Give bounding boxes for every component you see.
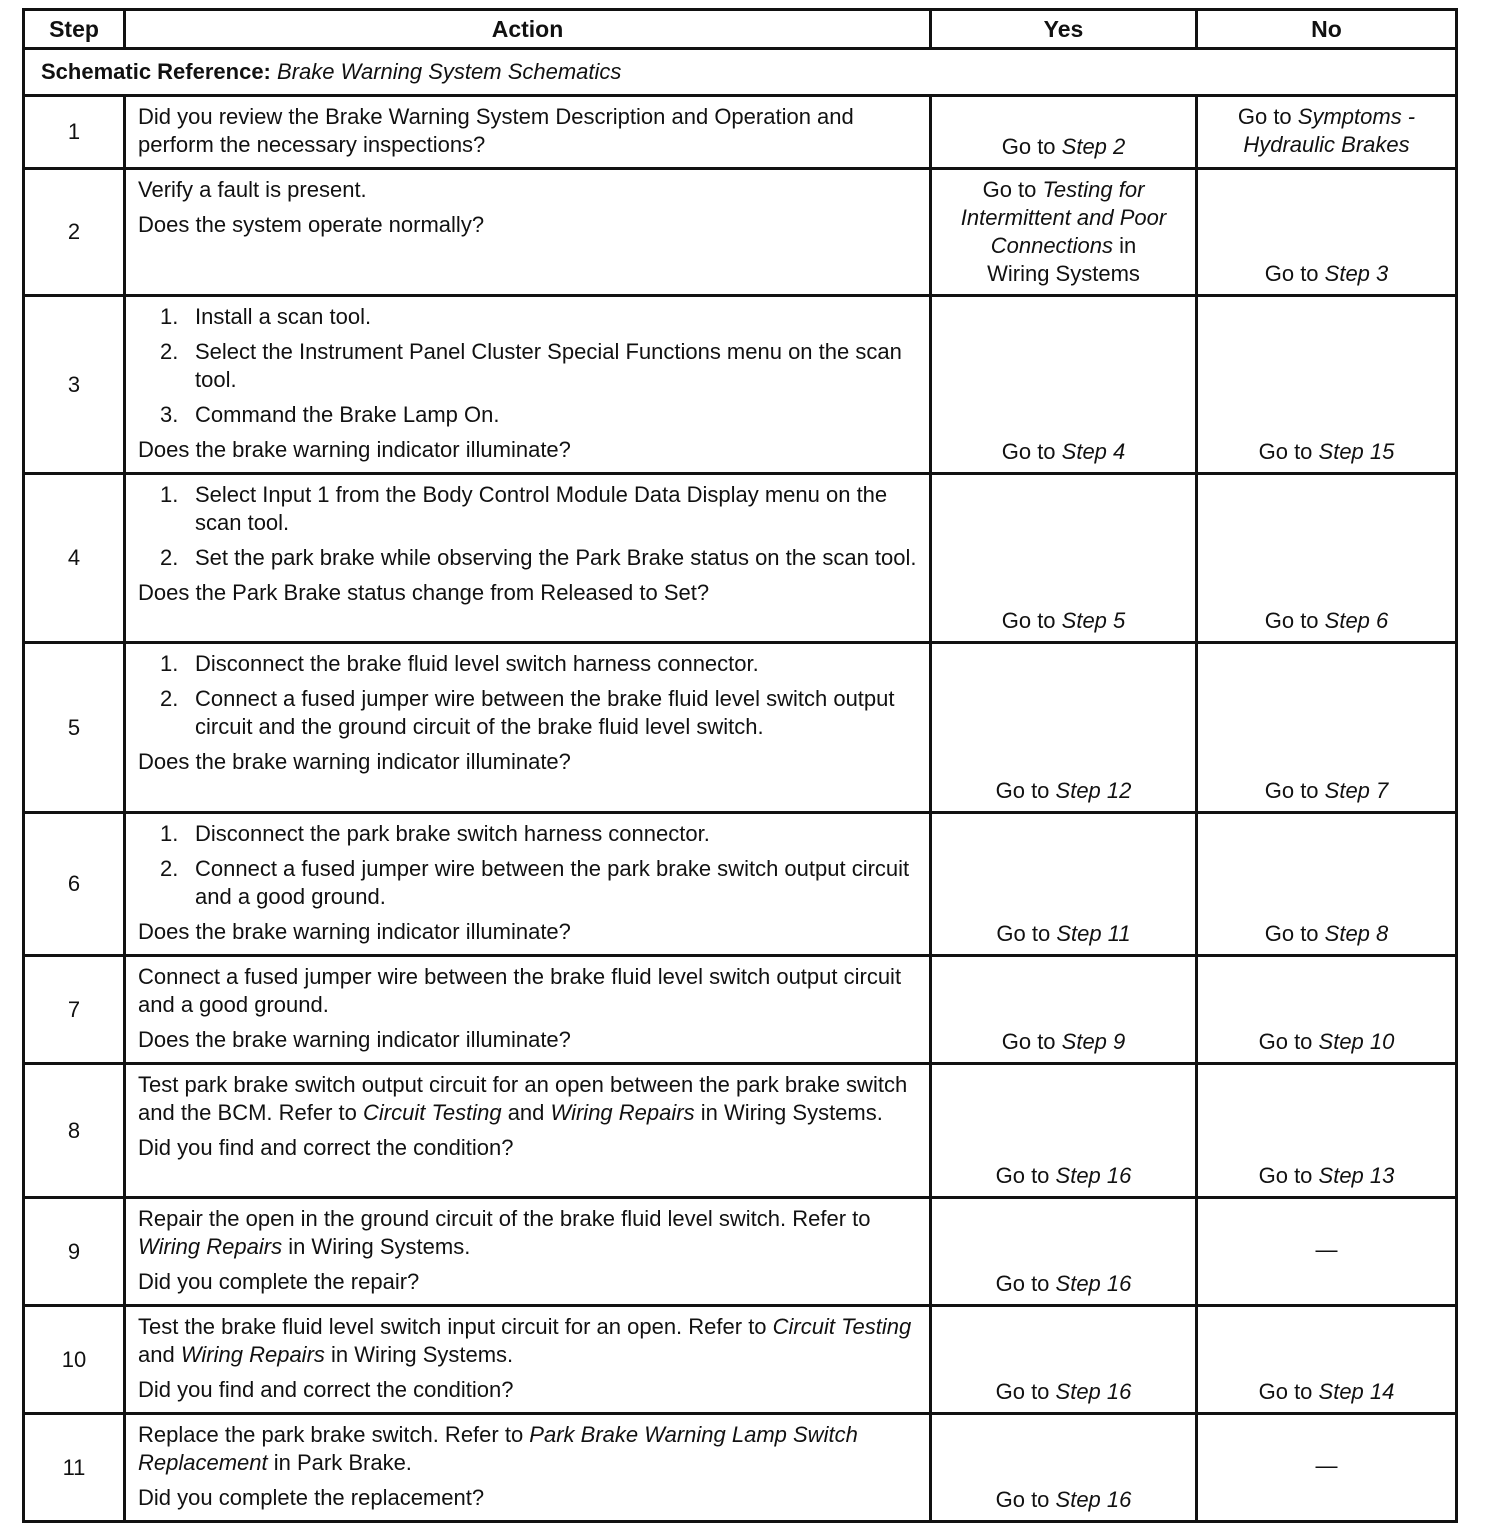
no-cell bbox=[1197, 643, 1457, 813]
yes-cell bbox=[931, 169, 1197, 296]
substep-number: 2. bbox=[160, 856, 179, 881]
table-row bbox=[24, 643, 1457, 813]
step-number: 4 bbox=[24, 474, 125, 643]
yes-cell bbox=[931, 1064, 1197, 1198]
action-text-part: in Wiring Systems. bbox=[282, 1234, 471, 1259]
step-number: 7 bbox=[24, 956, 125, 1064]
action-cell bbox=[125, 96, 931, 169]
no-text: Go to bbox=[1258, 1379, 1319, 1404]
no-cell bbox=[1197, 96, 1457, 169]
yes-text: Go to bbox=[1001, 439, 1062, 464]
yes-link[interactable]: Step 12 bbox=[1055, 778, 1132, 803]
no-link[interactable]: Symptoms - bbox=[1297, 104, 1416, 129]
substep bbox=[138, 481, 919, 537]
yes-text: Go to bbox=[995, 1379, 1056, 1404]
substep-text: Command the Brake Lamp On. bbox=[195, 402, 500, 427]
header-yes: Yes bbox=[931, 10, 1197, 49]
table-row bbox=[24, 956, 1457, 1064]
action-text bbox=[138, 1071, 919, 1127]
question: Did you find and correct the condition? bbox=[138, 1377, 514, 1402]
diagnostic-table bbox=[22, 8, 1458, 1523]
step-number: 6 bbox=[24, 813, 125, 956]
reference-link[interactable]: Circuit Testing bbox=[363, 1100, 502, 1125]
yes-link[interactable]: Step 16 bbox=[1055, 1487, 1132, 1512]
substep-text: Disconnect the park brake switch harness connector. bbox=[195, 821, 710, 846]
yes-link[interactable]: Step 11 bbox=[1056, 921, 1131, 946]
table-row bbox=[24, 1064, 1457, 1198]
no-link[interactable]: Step 14 bbox=[1318, 1379, 1395, 1404]
header-action: Action bbox=[125, 10, 931, 49]
yes-link[interactable]: Step 4 bbox=[1061, 439, 1126, 464]
yes-cell bbox=[931, 1306, 1197, 1414]
no-cell bbox=[1197, 296, 1457, 474]
reference-link[interactable]: Wiring Repairs bbox=[550, 1100, 695, 1125]
table-row bbox=[24, 296, 1457, 474]
no-cell: — bbox=[1197, 1414, 1457, 1522]
yes-link[interactable]: Connections bbox=[990, 233, 1114, 258]
table-row bbox=[24, 1306, 1457, 1414]
yes-link[interactable]: Testing for bbox=[1042, 177, 1145, 202]
no-text: Go to bbox=[1264, 921, 1325, 946]
step-number: 1 bbox=[24, 96, 125, 169]
action-cell bbox=[125, 956, 931, 1064]
yes-link[interactable]: Step 2 bbox=[1061, 134, 1126, 159]
no-link[interactable]: Step 13 bbox=[1318, 1163, 1395, 1188]
question: Did you complete the replacement? bbox=[138, 1485, 485, 1510]
action-cell bbox=[125, 169, 931, 296]
step-number: 3 bbox=[24, 296, 125, 474]
question: Does the brake warning indicator illuminate? bbox=[138, 749, 571, 774]
schematic-reference-link[interactable]: Brake Warning System Schematics bbox=[277, 59, 622, 84]
action-cell bbox=[125, 474, 931, 643]
substep-text: Select the Instrument Panel Cluster Special Functions menu on the scan tool. bbox=[195, 339, 902, 392]
no-cell bbox=[1197, 813, 1457, 956]
yes-cell bbox=[931, 956, 1197, 1064]
no-link[interactable]: Hydraulic Brakes bbox=[1243, 132, 1410, 157]
no-link[interactable]: Step 8 bbox=[1324, 921, 1389, 946]
header-step: Step bbox=[24, 10, 125, 49]
yes-text: Go to bbox=[996, 921, 1057, 946]
substep bbox=[138, 685, 919, 741]
step-number: 10 bbox=[24, 1306, 125, 1414]
substep-number: 3. bbox=[160, 402, 179, 427]
substep-list bbox=[138, 820, 919, 911]
substep bbox=[138, 650, 919, 678]
schematic-reference bbox=[24, 49, 1457, 96]
yes-text: Go to bbox=[995, 1487, 1056, 1512]
table-row bbox=[24, 96, 1457, 169]
no-link[interactable]: Step 3 bbox=[1324, 261, 1389, 286]
yes-cell bbox=[931, 96, 1197, 169]
action-text-part: Test the brake fluid level switch input circuit for an open. Refer to bbox=[138, 1314, 773, 1339]
action-cell bbox=[125, 1198, 931, 1306]
yes-cell bbox=[931, 643, 1197, 813]
step-number: 2 bbox=[24, 169, 125, 296]
action-text-part: Replace the park brake switch. Refer to bbox=[138, 1422, 530, 1447]
yes-text: Go to bbox=[1001, 608, 1062, 633]
substep-list bbox=[138, 303, 919, 429]
action-text bbox=[138, 1421, 919, 1477]
yes-text: Go to bbox=[995, 1163, 1056, 1188]
no-link[interactable]: Step 7 bbox=[1324, 778, 1389, 803]
yes-link[interactable]: Step 9 bbox=[1061, 1029, 1126, 1054]
no-text: Go to bbox=[1258, 439, 1319, 464]
yes-text: Go to bbox=[1001, 134, 1062, 159]
substep-number: 1. bbox=[160, 651, 179, 676]
substep bbox=[138, 544, 919, 572]
reference-link[interactable]: Circuit Testing bbox=[772, 1314, 912, 1339]
reference-link[interactable]: Wiring Repairs bbox=[180, 1342, 325, 1367]
question: Does the brake warning indicator illuminate? bbox=[138, 1027, 571, 1052]
yes-link[interactable]: Step 5 bbox=[1061, 608, 1126, 633]
substep-number: 1. bbox=[160, 482, 179, 507]
header-no: No bbox=[1197, 10, 1457, 49]
reference-link[interactable]: Park Brake Warning Lamp Switch Replacement bbox=[138, 1422, 858, 1475]
yes-cell bbox=[931, 1414, 1197, 1522]
step-number: 8 bbox=[24, 1064, 125, 1198]
table-row bbox=[24, 1198, 1457, 1306]
question: Did you review the Brake Warning System Description and Operation and perform the necessary inspections? bbox=[138, 104, 854, 157]
no-link[interactable]: Step 6 bbox=[1324, 608, 1389, 633]
substep-number: 2. bbox=[160, 686, 179, 711]
substep-text: Disconnect the brake fluid level switch harness connector. bbox=[195, 651, 759, 676]
no-text: Go to bbox=[1264, 778, 1325, 803]
step-number: 11 bbox=[24, 1414, 125, 1522]
yes-cell bbox=[931, 813, 1197, 956]
yes-cell bbox=[931, 1198, 1197, 1306]
action-text-part: and bbox=[501, 1100, 551, 1125]
yes-link[interactable]: Step 16 bbox=[1055, 1271, 1132, 1296]
question: Does the system operate normally? bbox=[138, 212, 485, 237]
question: Does the brake warning indicator illuminate? bbox=[138, 919, 571, 944]
table-row bbox=[24, 169, 1457, 296]
substep-number: 2. bbox=[160, 339, 179, 364]
step-number: 5 bbox=[24, 643, 125, 813]
yes-link[interactable]: Step 16 bbox=[1055, 1163, 1132, 1188]
yes-link[interactable]: Step 16 bbox=[1055, 1379, 1132, 1404]
substep-text: Connect a fused jumper wire between the brake fluid level switch output circuit and the ground circuit of the brake fluid level switch. bbox=[195, 686, 895, 739]
no-cell bbox=[1197, 474, 1457, 643]
action-cell bbox=[125, 1414, 931, 1522]
action-cell bbox=[125, 643, 931, 813]
action-text: Verify a fault is present. bbox=[138, 177, 367, 202]
yes-text: Go to bbox=[995, 778, 1056, 803]
no-cell bbox=[1197, 1064, 1457, 1198]
action-cell bbox=[125, 1306, 931, 1414]
action-text bbox=[138, 1205, 919, 1261]
table-row bbox=[24, 813, 1457, 956]
action-text bbox=[138, 1313, 919, 1369]
action-text-part: and bbox=[138, 1342, 181, 1367]
action-text-part: Repair the open in the ground circuit of the brake fluid level switch. Refer to bbox=[138, 1206, 871, 1231]
substep bbox=[138, 338, 919, 394]
no-text: Go to bbox=[1264, 261, 1325, 286]
no-cell bbox=[1197, 1306, 1457, 1414]
schematic-reference-row bbox=[24, 49, 1457, 96]
question: Does the brake warning indicator illuminate? bbox=[138, 437, 571, 462]
substep-number: 2. bbox=[160, 545, 179, 570]
substep-number: 1. bbox=[160, 821, 179, 846]
substep-text: Set the park brake while observing the Park Brake status on the scan tool. bbox=[195, 545, 917, 570]
schematic-reference-label: Schematic Reference: bbox=[41, 59, 271, 84]
action-text-part: in Wiring Systems. bbox=[694, 1100, 883, 1125]
yes-text: Go to bbox=[1001, 1029, 1062, 1054]
header-row bbox=[24, 10, 1457, 49]
no-cell bbox=[1197, 956, 1457, 1064]
action-text-part: Test park brake switch output circuit for an open between the park brake switch and the BCM. Refer to bbox=[138, 1072, 908, 1125]
yes-text: Go to bbox=[995, 1271, 1056, 1296]
action-text-part: in Park Brake. bbox=[267, 1450, 412, 1475]
question: Did you find and correct the condition? bbox=[138, 1135, 514, 1160]
reference-link[interactable]: Wiring Repairs bbox=[138, 1234, 283, 1259]
step-number: 9 bbox=[24, 1198, 125, 1306]
action-text-part: in Wiring Systems. bbox=[324, 1342, 514, 1367]
no-cell: — bbox=[1197, 1198, 1457, 1306]
yes-text: in bbox=[1113, 233, 1137, 258]
substep bbox=[138, 820, 919, 848]
no-text: Go to bbox=[1258, 1029, 1319, 1054]
substep bbox=[138, 855, 919, 911]
action-cell bbox=[125, 1064, 931, 1198]
substep-number: 1. bbox=[160, 304, 179, 329]
substep-text: Install a scan tool. bbox=[195, 304, 372, 329]
action-cell bbox=[125, 813, 931, 956]
substep bbox=[138, 303, 919, 331]
no-link[interactable]: Step 10 bbox=[1318, 1029, 1395, 1054]
no-link[interactable]: Step 15 bbox=[1318, 439, 1395, 464]
table-row bbox=[24, 474, 1457, 643]
no-text: Go to bbox=[1237, 104, 1298, 129]
substep-text: Connect a fused jumper wire between the park brake switch output circuit and a good ground. bbox=[195, 856, 910, 909]
substep-text: Select Input 1 from the Body Control Module Data Display menu on the scan tool. bbox=[195, 482, 888, 535]
no-cell bbox=[1197, 169, 1457, 296]
no-text: Go to bbox=[1264, 608, 1325, 633]
question: Does the Park Brake status change from Released to Set? bbox=[138, 580, 710, 605]
yes-link[interactable]: Intermittent and Poor bbox=[960, 205, 1167, 230]
yes-text: Wiring Systems bbox=[987, 261, 1140, 286]
action-text: Connect a fused jumper wire between the brake fluid level switch output circuit and a good ground. bbox=[138, 964, 902, 1017]
no-text: Go to bbox=[1258, 1163, 1319, 1188]
substep bbox=[138, 401, 919, 429]
table-row bbox=[24, 1414, 1457, 1522]
substep-list bbox=[138, 481, 919, 572]
yes-cell bbox=[931, 296, 1197, 474]
question: Did you complete the repair? bbox=[138, 1269, 420, 1294]
substep-list bbox=[138, 650, 919, 741]
yes-cell bbox=[931, 474, 1197, 643]
action-cell bbox=[125, 296, 931, 474]
yes-text: Go to bbox=[982, 177, 1043, 202]
